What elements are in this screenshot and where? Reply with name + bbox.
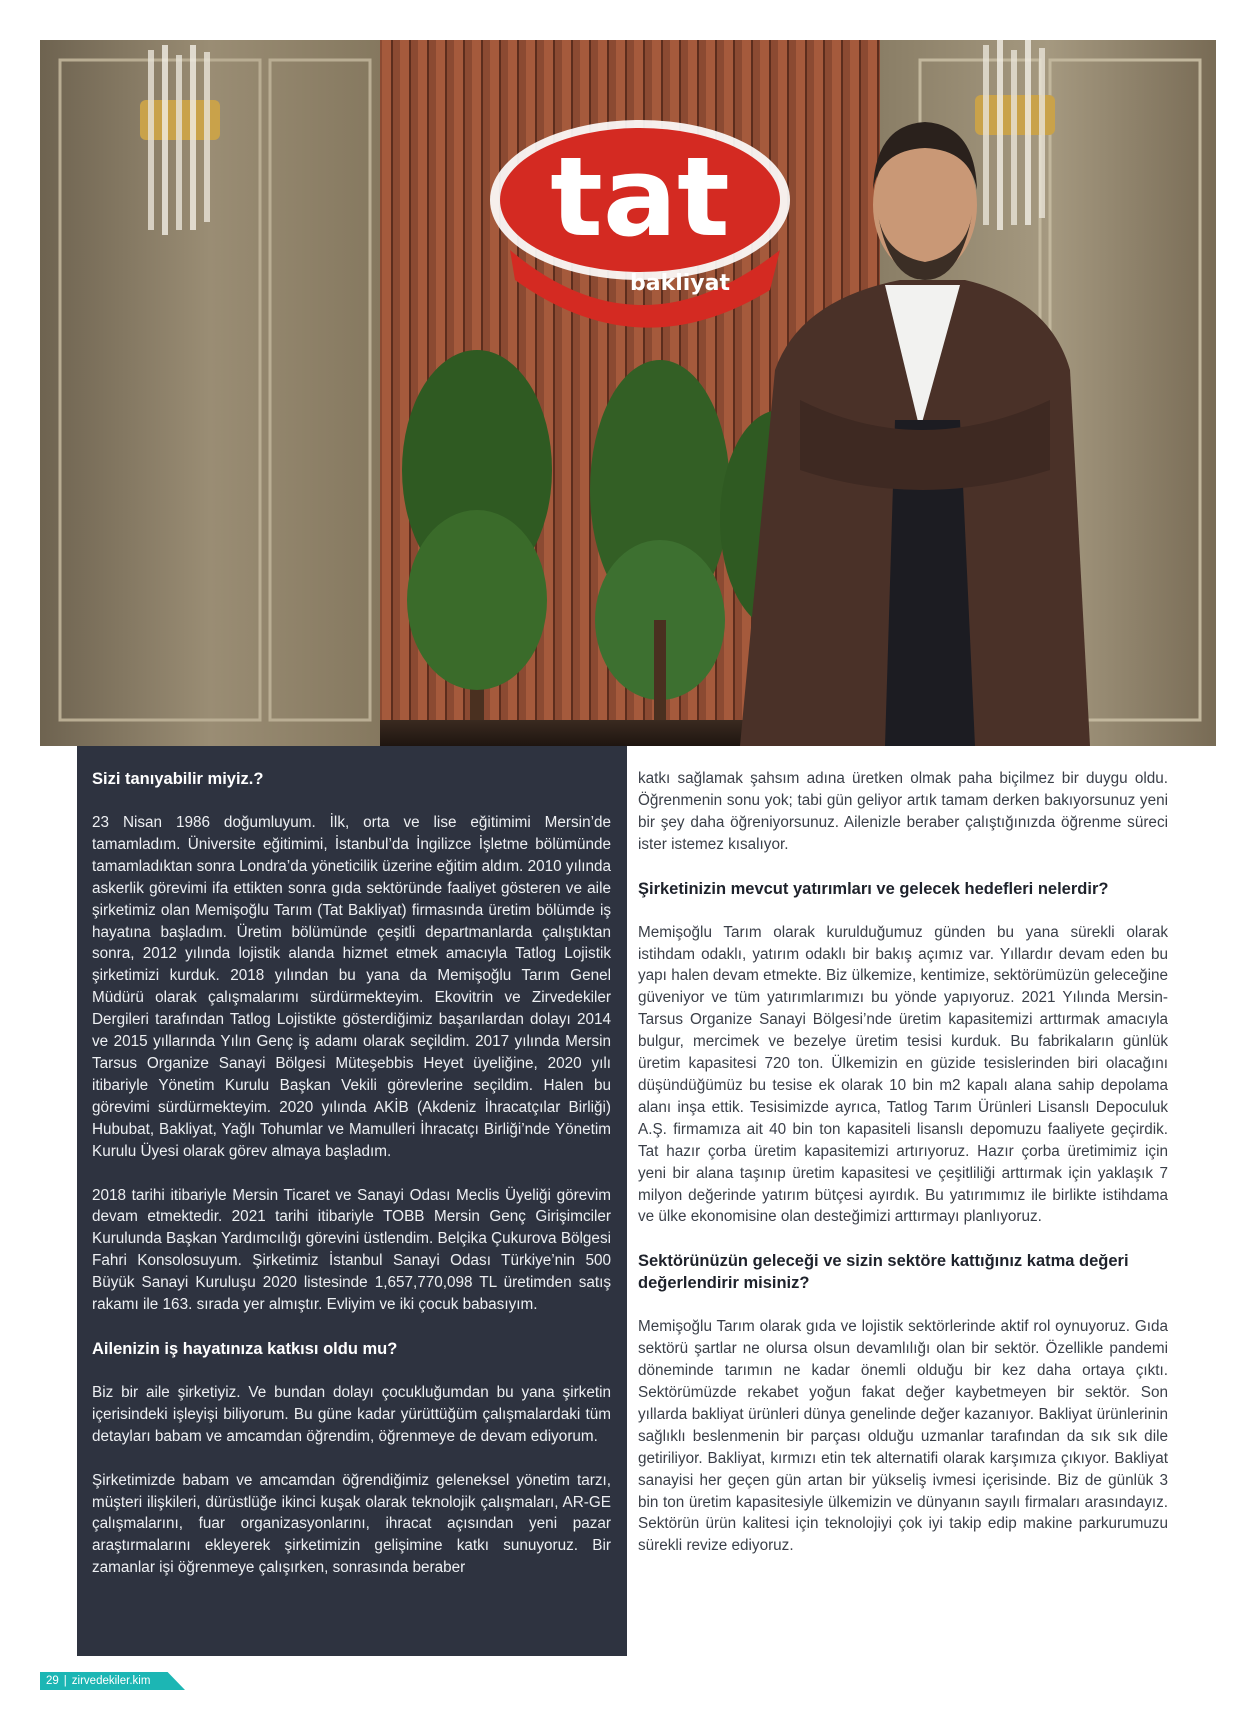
section-heading: Sizi tanıyabilir miyiz.? <box>92 770 264 788</box>
section-heading: Sektörünüzün geleceği ve sizin sektöre kattığınız katma değeri değerlendirir misiniz? <box>638 1252 1129 1293</box>
svg-text:tat: tat <box>550 133 730 261</box>
page-footer <box>40 1672 180 1690</box>
article-paragraph: Şirketimizde babam ve amcamdan öğrendiğimiz geleneksel yönetim tarzı, müşteri ilişkileri, dürüstlüğe ikinci kuşak olarak teknolojik çalışmaları, AR-GE çalışmalarını, fuar organizasyonlarını, ihracat açısından yeni pazar araştırmalarını ekleyerek şirketimizin gelişimine katkı sunuyoruz. Bir zamanlar işi öğrenmeye çalışırken, sonrasında beraber <box>92 1471 611 1577</box>
article-paragraph: Memişoğlu Tarım olarak gıda ve lojistik sektörlerinde aktif rol oynuyoruz. Gıda sektörü şartlar ne olursa olsun devamlılığı olan bir sektör. Özellikle pandemi döneminde tarımın ne kadar önemli olduğu bir kez daha ortaya çıktı. Sektörümüzde rekabet yoğun fakat değer kaybetmeyen bir sektör. Son yıllarda bakliyat ürünleri dünya genelinde değer kazanıyor. Bakliyat ürünlerinin sağlıklı beslenmenin bir parçası olduğu uzmanlar tarafından da sık sık dile getiriliyor. Bakliyat, kırmızı etin tek alternatifi olarak karşımıza çıkıyor. Bakliyat sanayisi her geçen gün artan bir yükseliş ivmesi içerisinde. Biz de günlük 3 bin ton üretim kapasitesiyle ülkemizin ve dünyanın sayılı firmaları arasındayız. Sektörün ürün kalitesi için teknolojiyi çok iyi takip edip makine parkurumuzu sürekli revize ediyoruz. <box>638 1318 1168 1555</box>
article-paragraph: 2018 tarihi itibariyle Mersin Ticaret ve Sanayi Odası Meclis Üyeliği görevim devam etmektedir. 2021 tarihi itibariyle TOBB Mersin Genç Girişimciler Kurulunda Başkan Yardımcılığı görevini üstlendim. Belçika Çukurova Bölgesi Fahri Konsolosuyum. Şirketimiz İstanbul Sanayi Odası Türkiye’nin 500 Büyük Sanayi Kuruluşu 2020 listesinde 1,657,770,098 TL üretimden satış rakamı ile 163. sırada yer almıştır. Evliyim ve iki çocuk babasıyım. <box>92 1186 611 1314</box>
footer-separator: | <box>63 1675 67 1687</box>
footer-label <box>46 1673 150 1689</box>
hero-photo <box>40 40 1216 746</box>
left-article-column <box>77 746 627 1656</box>
site-link[interactable]: zirvedekiler.kim <box>71 1675 151 1687</box>
article-paragraph: 23 Nisan 1986 doğumluyum. İlk, orta ve lise eğitimimi Mersin’de tamamladım. Üniversite eğitimimi, İstanbul’da İngilizce İşletme bölümünde tamamladıktan sonra Londra’da yöneticilik üzerine eğitim aldım. 2010 yılında askerlik görevimi ifa ettikten sonra gıda sektöründe faaliyet gösteren ve aile şirketimiz olan Memişoğlu Tarım (Tat Bakliyat) firmasında üretim bölümde iş hayatına başladım. Üretim bölümünde çeşitli departmanlarda çalıştıktan sonra, 2012 yılında lojistik alanda hizmet etmek amacıyla Tatlog Lojistik şirketimizi kurduk. 2018 yılından bu yana da Memişoğlu Tarım Genel Müdürü olarak çalışmalarımı sürdürmekteyim. Ekovitrin ve Zirvedekiler Dergileri tarafından Tatlog Lojistikte gösterdiğimiz başarılardan dolayı 2014 ve 2015 yıllarında Yılın Genç iş adamı olarak seçildim. 2017 yılında Mersin Tarsus Organize Sanayi Bölgesi Müteşebbis Heyet üyeliğine, 2020 yılı itibariyle Yönetim Kurulu Başkan Vekili görevlerine seçildim. Halen bu görevimi sürdürmekteyim. 2020 yılında AKİB (Akdeniz İhracatçılar Birliği) Hububat, Bakliyat, Yağlı Tohumlar ve Mamulleri İhracatçı Birliği’nde Yönetim Kurulu Üyesi olarak görev almaya başladım. <box>92 814 611 1160</box>
section-heading: Şirketinizin mevcut yatırımları ve gelecek hedefleri nelerdir? <box>638 879 1109 898</box>
svg-text:bakliyat: bakliyat <box>629 271 731 296</box>
section-heading: Ailenizin iş hayatınıza katkısı oldu mu? <box>92 1339 398 1358</box>
page-number: 29 <box>46 1675 59 1687</box>
article-paragraph: Memişoğlu Tarım olarak kurulduğumuz günden bu yana sürekli olarak istihdam odaklı, yatırım odaklı bir bakış açımız var. Yıllardır devam eden bu yapı halen devam etmekte. Biz ülkemize, kentimize, sektörümüzün geleceğine güveniyor ve tüm yatırımlarımızı bu yönde yapıyoruz. 2021 Yılında Mersin-Tarsus Organize Sanayi Bölgesi’nde üretim kapasitemizi arttırmak amacıyla bulgur, mercimek ve bezelye üretim tesisi kurduk. Bu fabrikaların günlük üretim kapasitesi 720 ton. Ülkemizin en güzide tesislerinden biri olacağını düşündüğümüz bu tesise ek olarak 10 bin m2 kapalı alana sahip depolama alanı inşa ettik. Tesisimizde ayrıca, Tatlog Tarım Ürünleri Lisanslı Depoculuk A.Ş. firmamıza ait 40 bin ton kapasiteli lisanslı depomuzu faaliyete geçirdik. Tat hazır çorba üretim kapasitemizi artırıyoruz. Hazır çorba üretimimiz için yeni bir alana taşınıp üretim kapasitesi ve çeşitliliği arttırmak için yaklaşık 7 milyon değerinde yatırım bütçesi ayırdık. Bu yatırımımız ile birlikte istihdama ve ülke ekonomisine olan desteğimizi arttırmayı planlıyoruz. <box>638 923 1168 1226</box>
article-paragraph: Biz bir aile şirketiyiz. Ve bundan dolayı çocukluğumdan bu yana şirketin içerisindeki işleyişi biliyorum. Bu güne kadar yürüttüğüm çalışmalardaki tüm detayları babam ve amcamdan öğrendim, öğrenmeye de devam ediyorum. <box>92 1383 611 1445</box>
right-article-column <box>638 746 1168 1646</box>
article-paragraph: katkı sağlamak şahsım adına üretken olmak paha biçilmez bir duygu oldu. Öğrenmenin sonu yok; tabi gün geliyor artık tamam derken bakıyorsunuz yeni bir şey daha öğreniyorsunuz. Ailenizle beraber çalıştığınızda öğrenme süreci ister istemez kısalıyor. <box>638 770 1168 853</box>
